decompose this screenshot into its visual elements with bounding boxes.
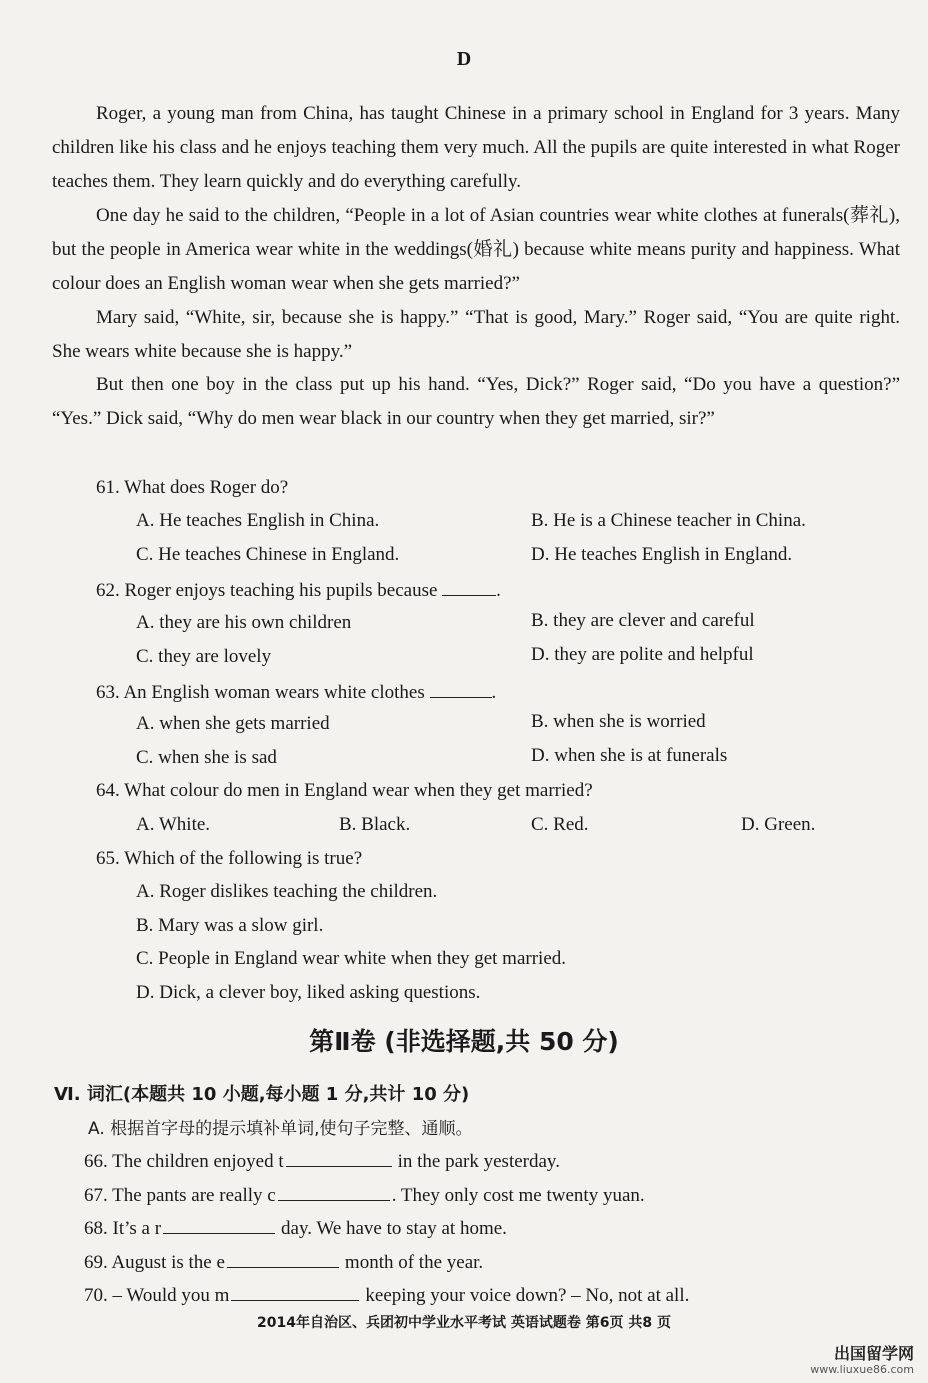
option-65-d[interactable]: D. Dick, a clever boy, liked asking questions. <box>136 982 481 1003</box>
option-62-c[interactable]: C. they are lovely <box>136 646 272 667</box>
fill-68-pre: 68. It’s a r <box>84 1218 162 1239</box>
part-title: 第Ⅱ卷 (非选择题,共 50 分) <box>309 1027 619 1056</box>
option-64-a[interactable]: A. White. <box>136 814 211 835</box>
fill-blank-67[interactable] <box>278 1182 390 1201</box>
question-65: 65. Which of the following is true? <box>96 848 363 869</box>
fill-67-pre: 67. The pants are really c <box>84 1185 276 1206</box>
option-64-d[interactable]: D. Green. <box>741 814 816 835</box>
fill-66-pre: 66. The children enjoyed t <box>84 1151 284 1172</box>
fill-blank-69[interactable] <box>227 1249 339 1268</box>
watermark-name: 出国留学网 <box>833 1344 914 1363</box>
fill-69-post: month of the year. <box>344 1252 484 1273</box>
option-63-c[interactable]: C. when she is sad <box>136 747 277 768</box>
option-62-a[interactable]: A. they are his own children <box>136 612 352 633</box>
question-63 <box>96 679 496 705</box>
fill-item-70 <box>84 1282 689 1308</box>
page-footer: 2014年自治区、兵团初中学业水平考试 英语试题卷 第6页 共8 页 <box>257 1315 671 1331</box>
fill-67-post: . They only cost me twenty yuan. <box>391 1185 645 1206</box>
option-65-c[interactable]: C. People in England wear white when they get married. <box>136 948 567 969</box>
answer-blank-62[interactable] <box>442 577 496 596</box>
question-62-end: . <box>496 580 501 601</box>
passage-text-2: One day he said to the children, “People in a lot of Asian countries wear white clothes at funerals(葬礼), but the people in America wear white in the weddings(婚礼) because white means purity and happiness. What colour does an English woman wear when she gets married?” <box>52 205 900 294</box>
fill-blank-70[interactable] <box>231 1282 359 1301</box>
site-watermark <box>810 1346 914 1378</box>
vocab-instruction: A. 根据首字母的提示填补单词,使句子完整、通顺。 <box>88 1119 473 1139</box>
fill-item-68 <box>84 1215 507 1241</box>
fill-blank-68[interactable] <box>163 1215 275 1234</box>
fill-66-post: in the park yesterday. <box>397 1151 560 1172</box>
question-63-end: . <box>491 682 497 703</box>
passage-paragraph-1 <box>52 97 900 199</box>
option-61-d[interactable]: D. He teaches English in England. <box>531 544 793 565</box>
passage-text-4: But then one boy in the class put up his hand. “Yes, Dick?” Roger said, “Do you have a question?” “Yes.” Dick said, “Why do men wear black in our country when they get married, sir?” <box>52 374 900 429</box>
section-letter: D <box>456 48 472 70</box>
fill-70-pre: 70. – Would you m <box>84 1285 230 1306</box>
option-65-a[interactable]: A. Roger dislikes teaching the children. <box>136 881 438 902</box>
option-62-d[interactable]: D. they are polite and helpful <box>531 644 754 665</box>
option-63-a[interactable]: A. when she gets married <box>136 713 330 734</box>
question-64: 64. What colour do men in England wear when they get married? <box>96 780 593 801</box>
option-64-c[interactable]: C. Red. <box>531 814 589 835</box>
watermark-url: www.liuxue86.com <box>810 1363 914 1376</box>
fill-70-post: keeping your voice down? – No, not at all. <box>365 1285 690 1306</box>
option-61-b[interactable]: B. He is a Chinese teacher in China. <box>531 510 806 531</box>
question-62 <box>96 577 501 603</box>
option-64-b[interactable]: B. Black. <box>339 814 411 835</box>
answer-blank-63[interactable] <box>430 679 492 698</box>
option-61-a[interactable]: A. He teaches English in China. <box>136 510 380 531</box>
vocab-section-title: Ⅵ. 词汇(本题共 10 小题,每小题 1 分,共计 10 分) <box>54 1084 470 1105</box>
fill-69-pre: 69. August is the e <box>84 1252 225 1273</box>
question-63-stem: 63. An English woman wears white clothes <box>96 682 425 703</box>
option-63-b[interactable]: B. when she is worried <box>531 711 706 732</box>
fill-item-66 <box>84 1148 560 1174</box>
passage-text-1: Roger, a young man from China, has taught Chinese in a primary school in England for 3 years. Many children like his class and he enjoys teaching them very much. All the pupils are quite interested in what Roger teaches them. They learn quickly and do everything carefully. <box>52 103 900 192</box>
question-62-stem: 62. Roger enjoys teaching his pupils because <box>96 580 438 601</box>
option-65-b[interactable]: B. Mary was a slow girl. <box>136 915 324 936</box>
fill-blank-66[interactable] <box>286 1148 392 1167</box>
option-62-b[interactable]: B. they are clever and careful <box>531 610 755 631</box>
question-61: 61. What does Roger do? <box>96 477 289 498</box>
passage-paragraph-3 <box>52 301 900 369</box>
fill-item-69 <box>84 1249 483 1275</box>
fill-68-post: day. We have to stay at home. <box>281 1218 507 1239</box>
option-63-d[interactable]: D. when she is at funerals <box>531 745 728 766</box>
option-61-c[interactable]: C. He teaches Chinese in England. <box>136 544 400 565</box>
passage-paragraph-4 <box>52 368 900 436</box>
passage-paragraph-2 <box>52 199 900 301</box>
fill-item-67 <box>84 1182 645 1208</box>
passage-text-3: Mary said, “White, sir, because she is happy.” “That is good, Mary.” Roger said, “You are quite right. She wears white because she is happy.” <box>52 307 900 362</box>
